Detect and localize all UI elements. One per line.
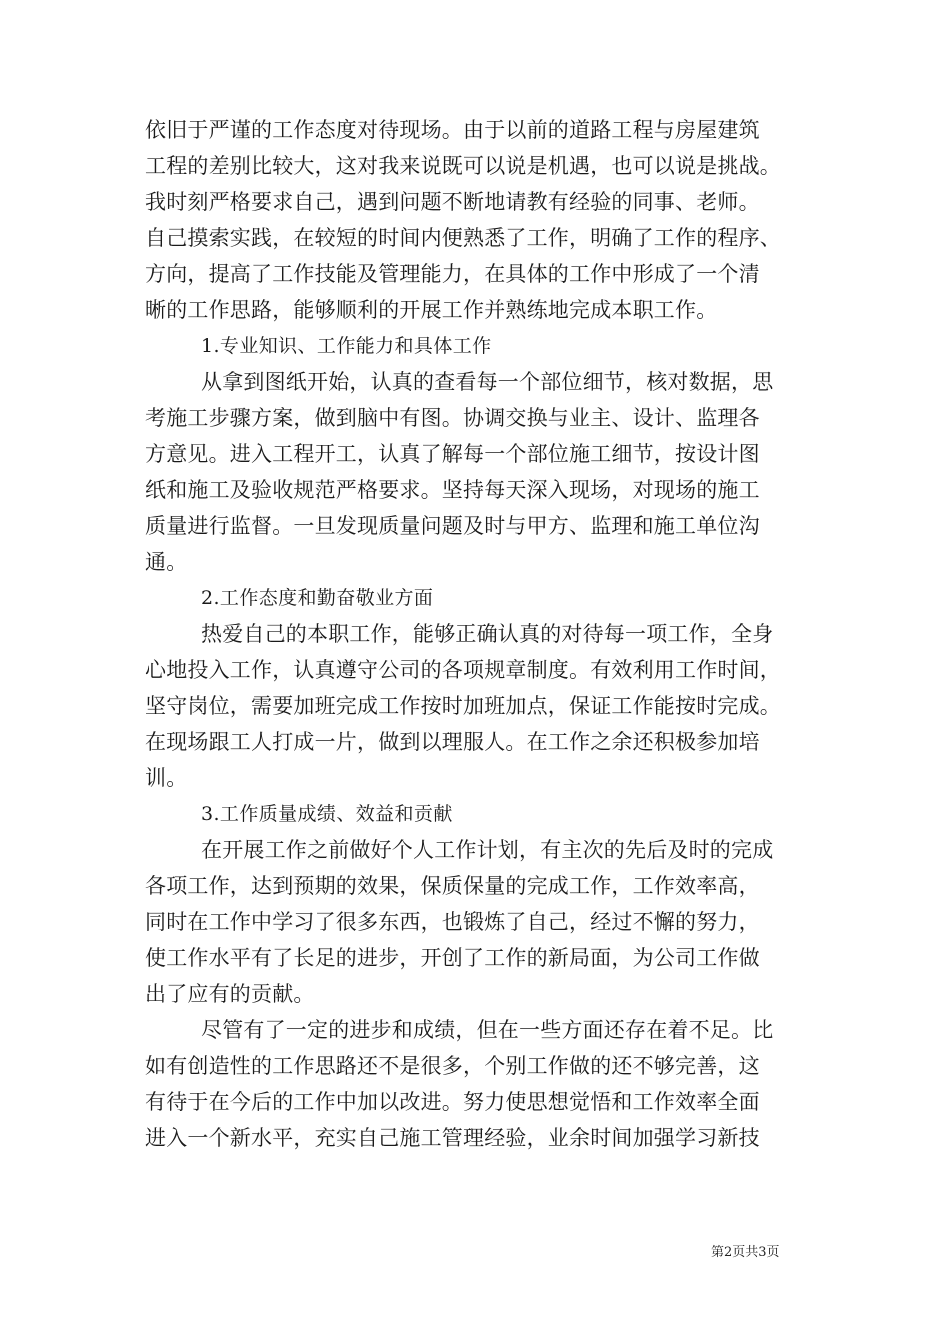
text-line: 心地投入工作，认真遵守公司的各项规章制度。有效利用工作时间，: [145, 658, 781, 682]
text-line: 纸和施工及验收规范严格要求。坚持每天深入现场，对现场的施工: [145, 478, 760, 502]
text-line: 方向，提高了工作技能及管理能力，在具体的工作中形成了一个清: [145, 262, 760, 286]
section-heading-2: [145, 580, 817, 616]
text-line: 使工作水平有了长足的进步，开创了工作的新局面，为公司工作做: [145, 946, 760, 970]
text-line: 尽管有了一定的进步和成绩，但在一些方面还存在着不足。比: [201, 1018, 774, 1042]
paragraph-professional-work: [145, 364, 817, 580]
text-line: 各项工作，达到预期的效果，保质保量的完成工作，工作效率高，: [145, 874, 760, 898]
heading-text: 1.专业知识、工作能力和具体工作: [201, 335, 492, 357]
text-line: 质量进行监督。一旦发现质量问题及时与甲方、监理和施工单位沟: [145, 514, 760, 538]
text-line: 方意见。进入工程开工，认真了解每一个部位施工细节，按设计图: [145, 442, 760, 466]
text-line: 热爱自己的本职工作，能够正确认真的对待每一项工作，全身: [201, 622, 774, 646]
document-body: [145, 112, 817, 1156]
text-line: 如有创造性的工作思路还不是很多，个别工作做的还不够完善，这: [145, 1054, 760, 1078]
text-line: 考施工步骤方案，做到脑中有图。协调交换与业主、设计、监理各: [145, 406, 760, 430]
text-line: 在开展工作之前做好个人工作计划，有主次的先后及时的完成: [201, 838, 774, 862]
text-line: 有待于在今后的工作中加以改进。努力使思想觉悟和工作效率全面: [145, 1090, 760, 1114]
section-heading-3: [145, 796, 817, 832]
paragraph-shortcomings: [145, 1012, 817, 1156]
page-number-footer: 第2页共3页: [711, 1245, 780, 1260]
section-heading-1: [145, 328, 817, 364]
text-line: 通。: [145, 550, 188, 574]
text-line: 在现场跟工人打成一片，做到以理服人。在工作之余还积极参加培: [145, 730, 760, 754]
text-line: 从拿到图纸开始，认真的查看每一个部位细节，核对数据，思: [201, 370, 774, 394]
text-line: 训。: [145, 766, 188, 790]
heading-text: 3.工作质量成绩、效益和贡献: [201, 803, 453, 825]
paragraph-work-attitude: [145, 616, 817, 796]
text-line: 出了应有的贡献。: [145, 982, 315, 1006]
text-line: 同时在工作中学习了很多东西，也锻炼了自己，经过不懈的努力，: [145, 910, 760, 934]
paragraph-work-quality: [145, 832, 817, 1012]
text-line: 依旧于严谨的工作态度对待现场。由于以前的道路工程与房屋建筑: [145, 118, 760, 142]
text-line: 我时刻严格要求自己，遇到问题不断地请教有经验的同事、老师。: [145, 190, 760, 214]
text-line: 工程的差别比较大，这对我来说既可以说是机遇，也可以说是挑战。: [145, 154, 781, 178]
text-line: 坚守岗位，需要加班完成工作按时加班加点，保证工作能按时完成。: [145, 694, 781, 718]
text-line: 自己摸索实践，在较短的时间内便熟悉了工作，明确了工作的程序、: [145, 226, 781, 250]
text-line: 晰的工作思路，能够顺利的开展工作并熟练地完成本职工作。: [145, 298, 718, 322]
paragraph-intro: [145, 112, 817, 328]
heading-text: 2.工作态度和勤奋敬业方面: [201, 587, 434, 609]
text-line: 进入一个新水平，充实自己施工管理经验，业余时间加强学习新技: [145, 1126, 760, 1150]
